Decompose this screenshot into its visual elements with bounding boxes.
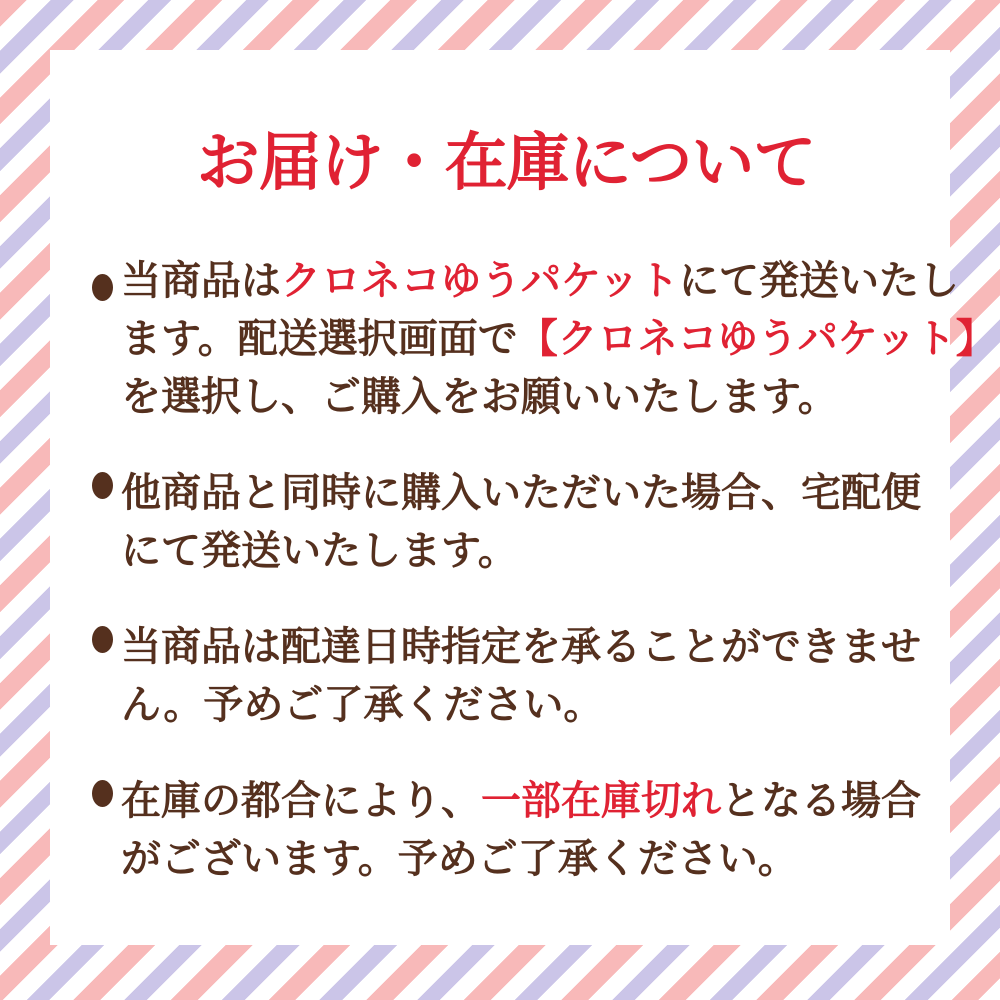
notice-title: お届け・在庫について [196, 126, 816, 199]
highlight-text: 【クロネコゆうパケット】 [517, 316, 996, 362]
notice-panel [50, 50, 996, 945]
text-segment: にて発送いたします。 [121, 528, 518, 574]
bullet-line [121, 368, 996, 426]
bullet-text [121, 464, 921, 580]
bullet-line [121, 830, 921, 888]
bullet-line [121, 522, 921, 580]
bullet-item [92, 252, 996, 426]
bullet-dot [92, 274, 113, 301]
bullet-dot [92, 472, 113, 499]
bullet-item [92, 772, 920, 888]
bullet-line [121, 252, 996, 310]
bullet-line [121, 618, 921, 676]
bullet-list [92, 252, 996, 888]
bullet-dot [92, 780, 113, 807]
bullet-item [92, 464, 920, 580]
bullet-line [121, 676, 921, 734]
bullet-text [121, 252, 996, 426]
highlight-text: クロネコゆうパケット [281, 258, 679, 304]
bullet-text [121, 772, 921, 888]
text-segment: を選択し、ご購入をお願いいたします。 [121, 374, 838, 420]
text-segment: となる場合 [721, 778, 921, 824]
bullet-item [92, 618, 920, 734]
text-segment: がございます。予めご了承ください。 [121, 836, 798, 882]
bullet-line [121, 464, 921, 522]
bullet-dot [92, 626, 113, 653]
bullet-text [121, 618, 921, 734]
highlight-text: 一部在庫切れ [481, 778, 721, 824]
text-segment: 他商品と同時に購入いただいた場合、宅配便 [121, 470, 921, 516]
bullet-line [121, 310, 996, 368]
bullet-line [121, 772, 921, 830]
text-segment: 当商品は配達日時指定を承ることができませ [121, 624, 921, 670]
text-segment: ん。予めご了承ください。 [121, 682, 604, 728]
text-segment: 在庫の都合により、 [121, 778, 481, 824]
text-segment: にて発送いたし [679, 258, 959, 304]
text-segment: 当商品は [121, 258, 281, 304]
text-segment: ます。配送選択画面で [121, 316, 518, 362]
